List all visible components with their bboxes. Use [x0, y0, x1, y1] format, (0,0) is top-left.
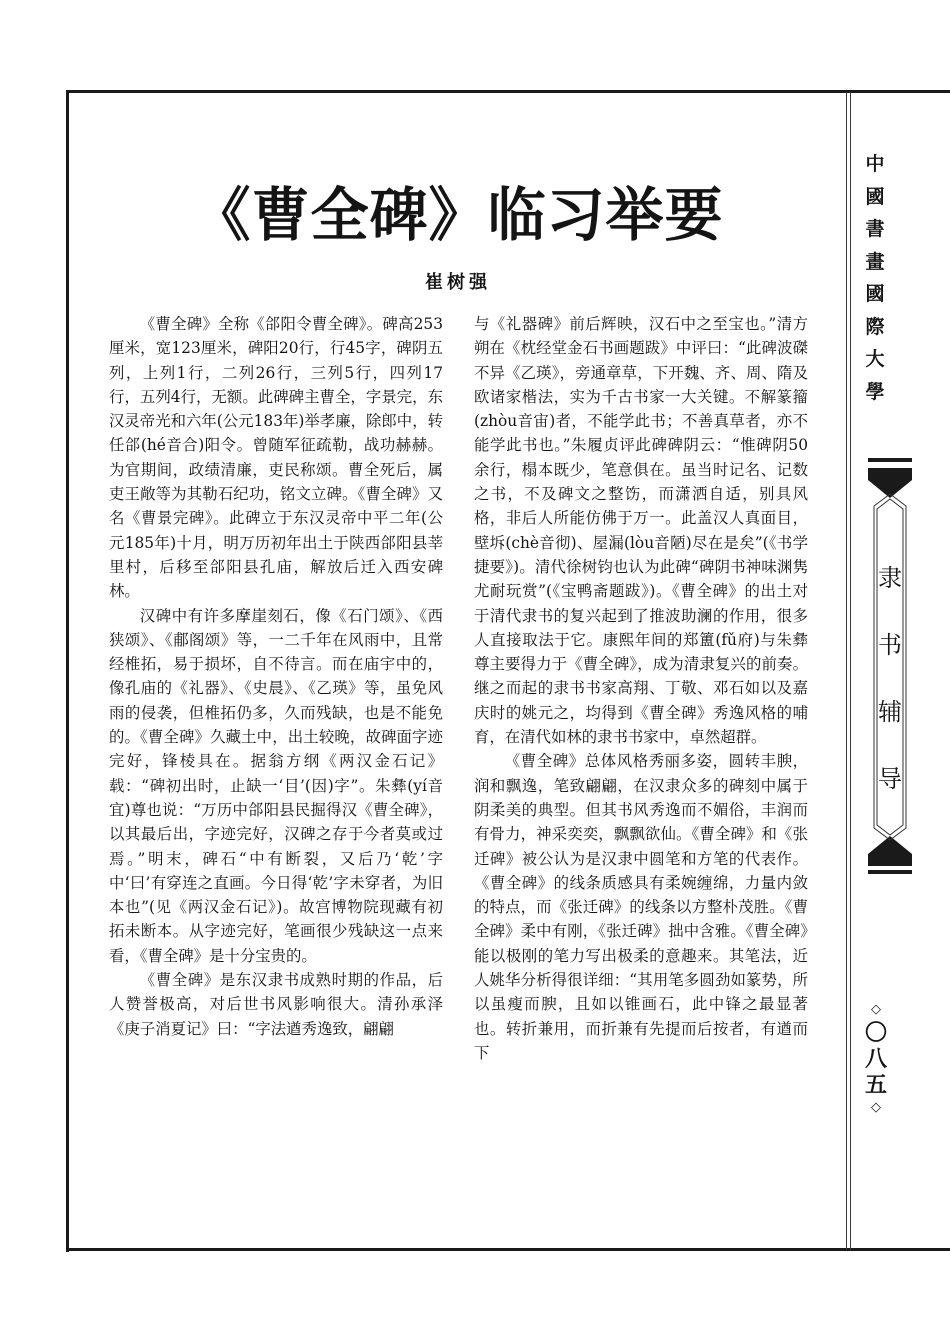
text-column-right: [474, 312, 808, 1065]
sidebar-divider-rule: [846, 92, 847, 1250]
article-title: 《曹全碑》临习举要: [192, 181, 724, 249]
journal-name-char: 國: [865, 185, 885, 208]
page-number-vertical: [858, 1000, 894, 1118]
journal-name-char: 國: [865, 283, 885, 305]
section-label-char: 书: [878, 631, 902, 659]
section-label-vertical: [870, 545, 910, 813]
diamond-ornament-icon: ◇: [871, 1100, 881, 1115]
journal-name-char: 大: [865, 348, 885, 370]
paragraph: 《曹全碑》总体风格秀丽多姿，圆转丰腴，润和飘逸，笔致翩翩，在汉隶众多的碑刻中属于阴柔美的典型。但其书风秀逸而不媚俗，丰润而有骨力，神采奕奕，飘飘欲仙。《曹全碑》和《张迁碑》被公认为是汉隶中圆笔和方笔的代表作。《曹全碑》的线条质感具有柔婉缠绵，力量内敛的特点，而《张迁碑》的线条以方整朴茂胜。《曹全碑》柔中有刚，《张迁碑》拙中含雅。《曹全碑》能以极刚的笔力写出极柔的意趣来。其笔法，近人姚华分析得很详细：“其用笔多圆劲如篆势，所以虽瘦而腴，且如以锥画石，此中锋之最显著也。转折兼用，而折兼有先提而后按者，有遒而下: [474, 752, 808, 1062]
section-label-char: 隶: [878, 564, 902, 592]
article-author: 崔树强: [425, 272, 491, 293]
journal-name-char: 書: [865, 218, 885, 240]
section-tab-bottom-bar: [868, 870, 912, 874]
section-label-char: 辅: [878, 698, 902, 726]
frame-left-rule: [66, 90, 69, 1252]
journal-name-vertical: [858, 148, 892, 408]
journal-name-char: 畫: [865, 250, 885, 273]
diamond-ornament-icon: ◇: [871, 1002, 881, 1017]
page-number-digit: 五: [864, 1072, 887, 1098]
journal-name-char: 中: [865, 153, 885, 175]
paragraph: 《曹全碑》全称《郃阳令曹全碑》。碑高253厘米，宽123厘米，碑阳20行，行45字，碑阴五列，上列1行，二列26行，三列5行，四列17行，五列4行，无额。此碑碑主曹全，字景完，东汉灵帝光和六年(公元183年)举孝廉，除郎中，转任郃(hé音合)阳令。曾随军征疏勒，战功赫赫。为官期间，政绩清廉，吏民称颂。曹全死后，属吏王敞等为其勒石纪功，铭文立碑。《曹全碑》又名《曹景完碑》。此碑立于东汉灵帝中平二年(公元185年)十月，明万历初年出土于陕西郃阳县莘里村，后移至郃阳县孔庙，解放后迁入西安碑林。: [109, 315, 443, 601]
journal-name-char: 學: [865, 380, 885, 403]
journal-name-char: 際: [865, 315, 885, 338]
paragraph: 《曹全碑》是东汉隶书成熟时期的作品，后人赞誉极高，对后世书风影响很大。清孙承泽《庚子消夏记》曰：“字法遒秀逸致，翩翩: [109, 971, 443, 1038]
page-number-digit: 〇: [864, 1020, 887, 1046]
paragraph: 汉碑中有许多摩崖刻石，像《石门颂》、《西狭颂》、《郙阁颂》等，一二千年在风雨中，且常经椎拓，易于损坏，自不待言。而在庙宇中的，像孔庙的《礼器》、《史晨》、《乙瑛》等，虽免风雨的侵袭，但椎拓仍多，久而残缺，也是不能免的。《曹全碑》久藏土中，出土较晚，故碑面字迹完好，锋棱具在。据翁方纲《两汉金石记》载：“碑初出时，止缺一‘目’(因)字”。朱彝(yí音宜)尊也说：“万历中郃阳县民掘得汉《曹全碑》，以其最后出，字迹完好，汉碑之存于今者莫或过焉。”明末，碑石“中有断裂，又后乃‘乾’字中‘曰’有穿连之直画。今日得‘乾’字未穿者，为旧本也”(见《两汉金石记》)。故宫博物院现藏有初拓未断本。从字迹完好，笔画很少残缺这一点来看，《曹全碑》是十分宝贵的。: [109, 606, 443, 965]
frame-bottom-rule: [66, 1248, 950, 1251]
paragraph: 与《礼器碑》前后辉映，汉石中之至宝也。”清方朔在《枕经堂金石书画题跋》中评曰：“此碑波磔不异《乙瑛》，旁通章草，下开魏、齐、周、隋及欧诸家楷法，实为千古书家一大关键。不解篆籀(zhòu音宙)者，不能学此书；不善真草者，亦不能学此书也。”朱履贞评此碑碑阴云：“惟碑阴50余行，榻本既少，笔意俱在。虽当时记名、记数之书，不及碑文之整饬，而潇洒自适，别具风格，非后人所能仿佛于万一。此盖汉人真面目，壁坼(chè音彻)、屋漏(lòu音陋)尽在是矣”(《书学捷要》)。清代徐树钧也认为此碑“碑阴书神味渊隽尤耐玩赏”(《宝鸭斋题跋》)。《曹全碑》的出土对于清代隶书的复兴起到了推波助澜的作用，很多人直接取法于它。康熙年间的郑簠(fǔ府)与朱彝尊主要得力于《曹全碑》，成为清隶复兴的前奏。继之而起的隶书书家高翔、丁敬、邓石如以及嘉庆时的姚元之，均得到《曹全碑》秀逸风格的哺育，在清代如林的隶书书家中，卓然超群。: [474, 315, 808, 747]
frame-top-rule: [68, 90, 950, 93]
sidebar-divider-rule-outer: [850, 92, 851, 1250]
text-column-left: [109, 312, 443, 1041]
page-number-digit: 八: [864, 1046, 887, 1072]
section-tab-top-bar: [868, 458, 912, 462]
section-label-char: 导: [878, 765, 902, 793]
